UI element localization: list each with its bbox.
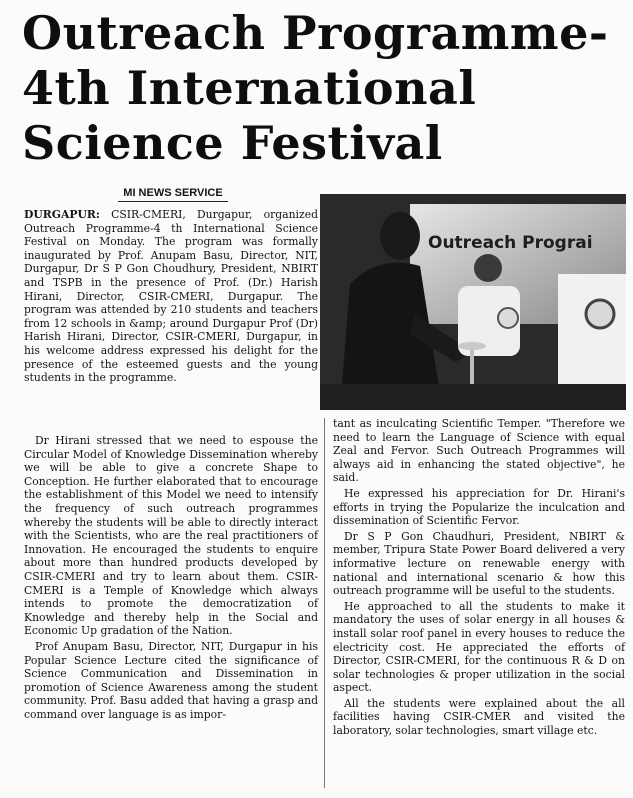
headline-line-2: 4th International: [22, 61, 477, 115]
paragraph: He approached to all the students to make it mandatory the uses of solar energy in all houses & install solar roof panel in every houses to reduce the electricity cost. He appreciated the efforts of Director, CSIR-CMERI, for the continuous R & D on solar technologies & proper utilization in the social aspect.: [333, 599, 625, 695]
article-column-2: [24, 434, 318, 721]
event-photo: [320, 194, 626, 410]
paragraph: tant as inculcating Scientific Temper. "Therefore we need to learn the Language of Science with equal Zeal and Fervor. Such Outreach Programmes will always aid in enhancing the stated objective", he said.: [333, 417, 625, 485]
dateline: DURGAPUR:: [24, 208, 100, 221]
photo-banner-text: Outreach Prograi: [428, 233, 593, 253]
headline: [22, 6, 622, 171]
paragraph-text: CSIR-CMERI, Durgapur, organized Outreach Programme-4 th International Science Festival on Monday. The program was formally inaugurated by Prof. Anupam Basu, Director, NIT, Durgapur, Dr S P Gon Choudhury, President, NBIRT and TSPB in the presence of Prof. (Dr.) Harish Hirani, Director, CSIR-CMERI, Durgapur. The program was attended by 210 students and teachers from 12 schools in &amp; around Durgapur Prof (Dr) Harish Hirani, Director, CSIR-CMERI, Durgapur, in his welcome address expressed his delight for the presence of the esteemed guests and the young students in the programme.: [24, 208, 319, 385]
paragraph: All the students were explained about the all facilities having CSIR-CMER and visited the laboratory, solar technologies, smart village etc.: [333, 696, 625, 738]
article-column-1: [24, 208, 318, 385]
paragraph: He expressed his appreciation for Dr. Hirani's efforts in trying the Popularize the inculcation and dissemination of Scientific Fervor.: [333, 486, 625, 528]
paragraph: Dr Hirani stressed that we need to espouse the Circular Model of Knowledge Dissemination whereby we will be able to give a concrete Shape to Conception. He further elaborated that to encourage the establishment of this Model we need to intensify the frequency of such outreach programmes whereby the students will be able to directly interact with the Scientists, who are the real practitioners of Innovation. He encouraged the students to enquire about more than hundred products developed by CSIR-CMERI and try to learn about them. CSIR- CMERI is a Temple of Knowledge which always intends to promote the democratization of Knowledge and thereby help in the Social and Economic Up gradation of the Nation.: [24, 434, 318, 638]
headline-line-3: Science Festival: [22, 116, 443, 170]
byline: MI NEWS SERVICE: [118, 186, 228, 202]
article-column-3: [333, 417, 625, 738]
column-divider: [324, 418, 325, 788]
paragraph: Dr S P Gon Chaudhuri, President, NBIRT & member, Tripura State Power Board delivered a very informative lecture on renewable energy with national and international scenario & how this outreach programme will be useful to the students.: [333, 529, 625, 598]
paragraph: [24, 208, 318, 385]
paragraph: Prof Anupam Basu, Director, NIT, Durgapur in his Popular Science Lecture cited the significance of Science Communication and Dissemination in promotion of Science Awareness among the student community. Prof. Basu added that having a grasp and command over language is as impor-: [24, 639, 318, 721]
headline-line-1: Outreach Programme-: [22, 6, 609, 60]
